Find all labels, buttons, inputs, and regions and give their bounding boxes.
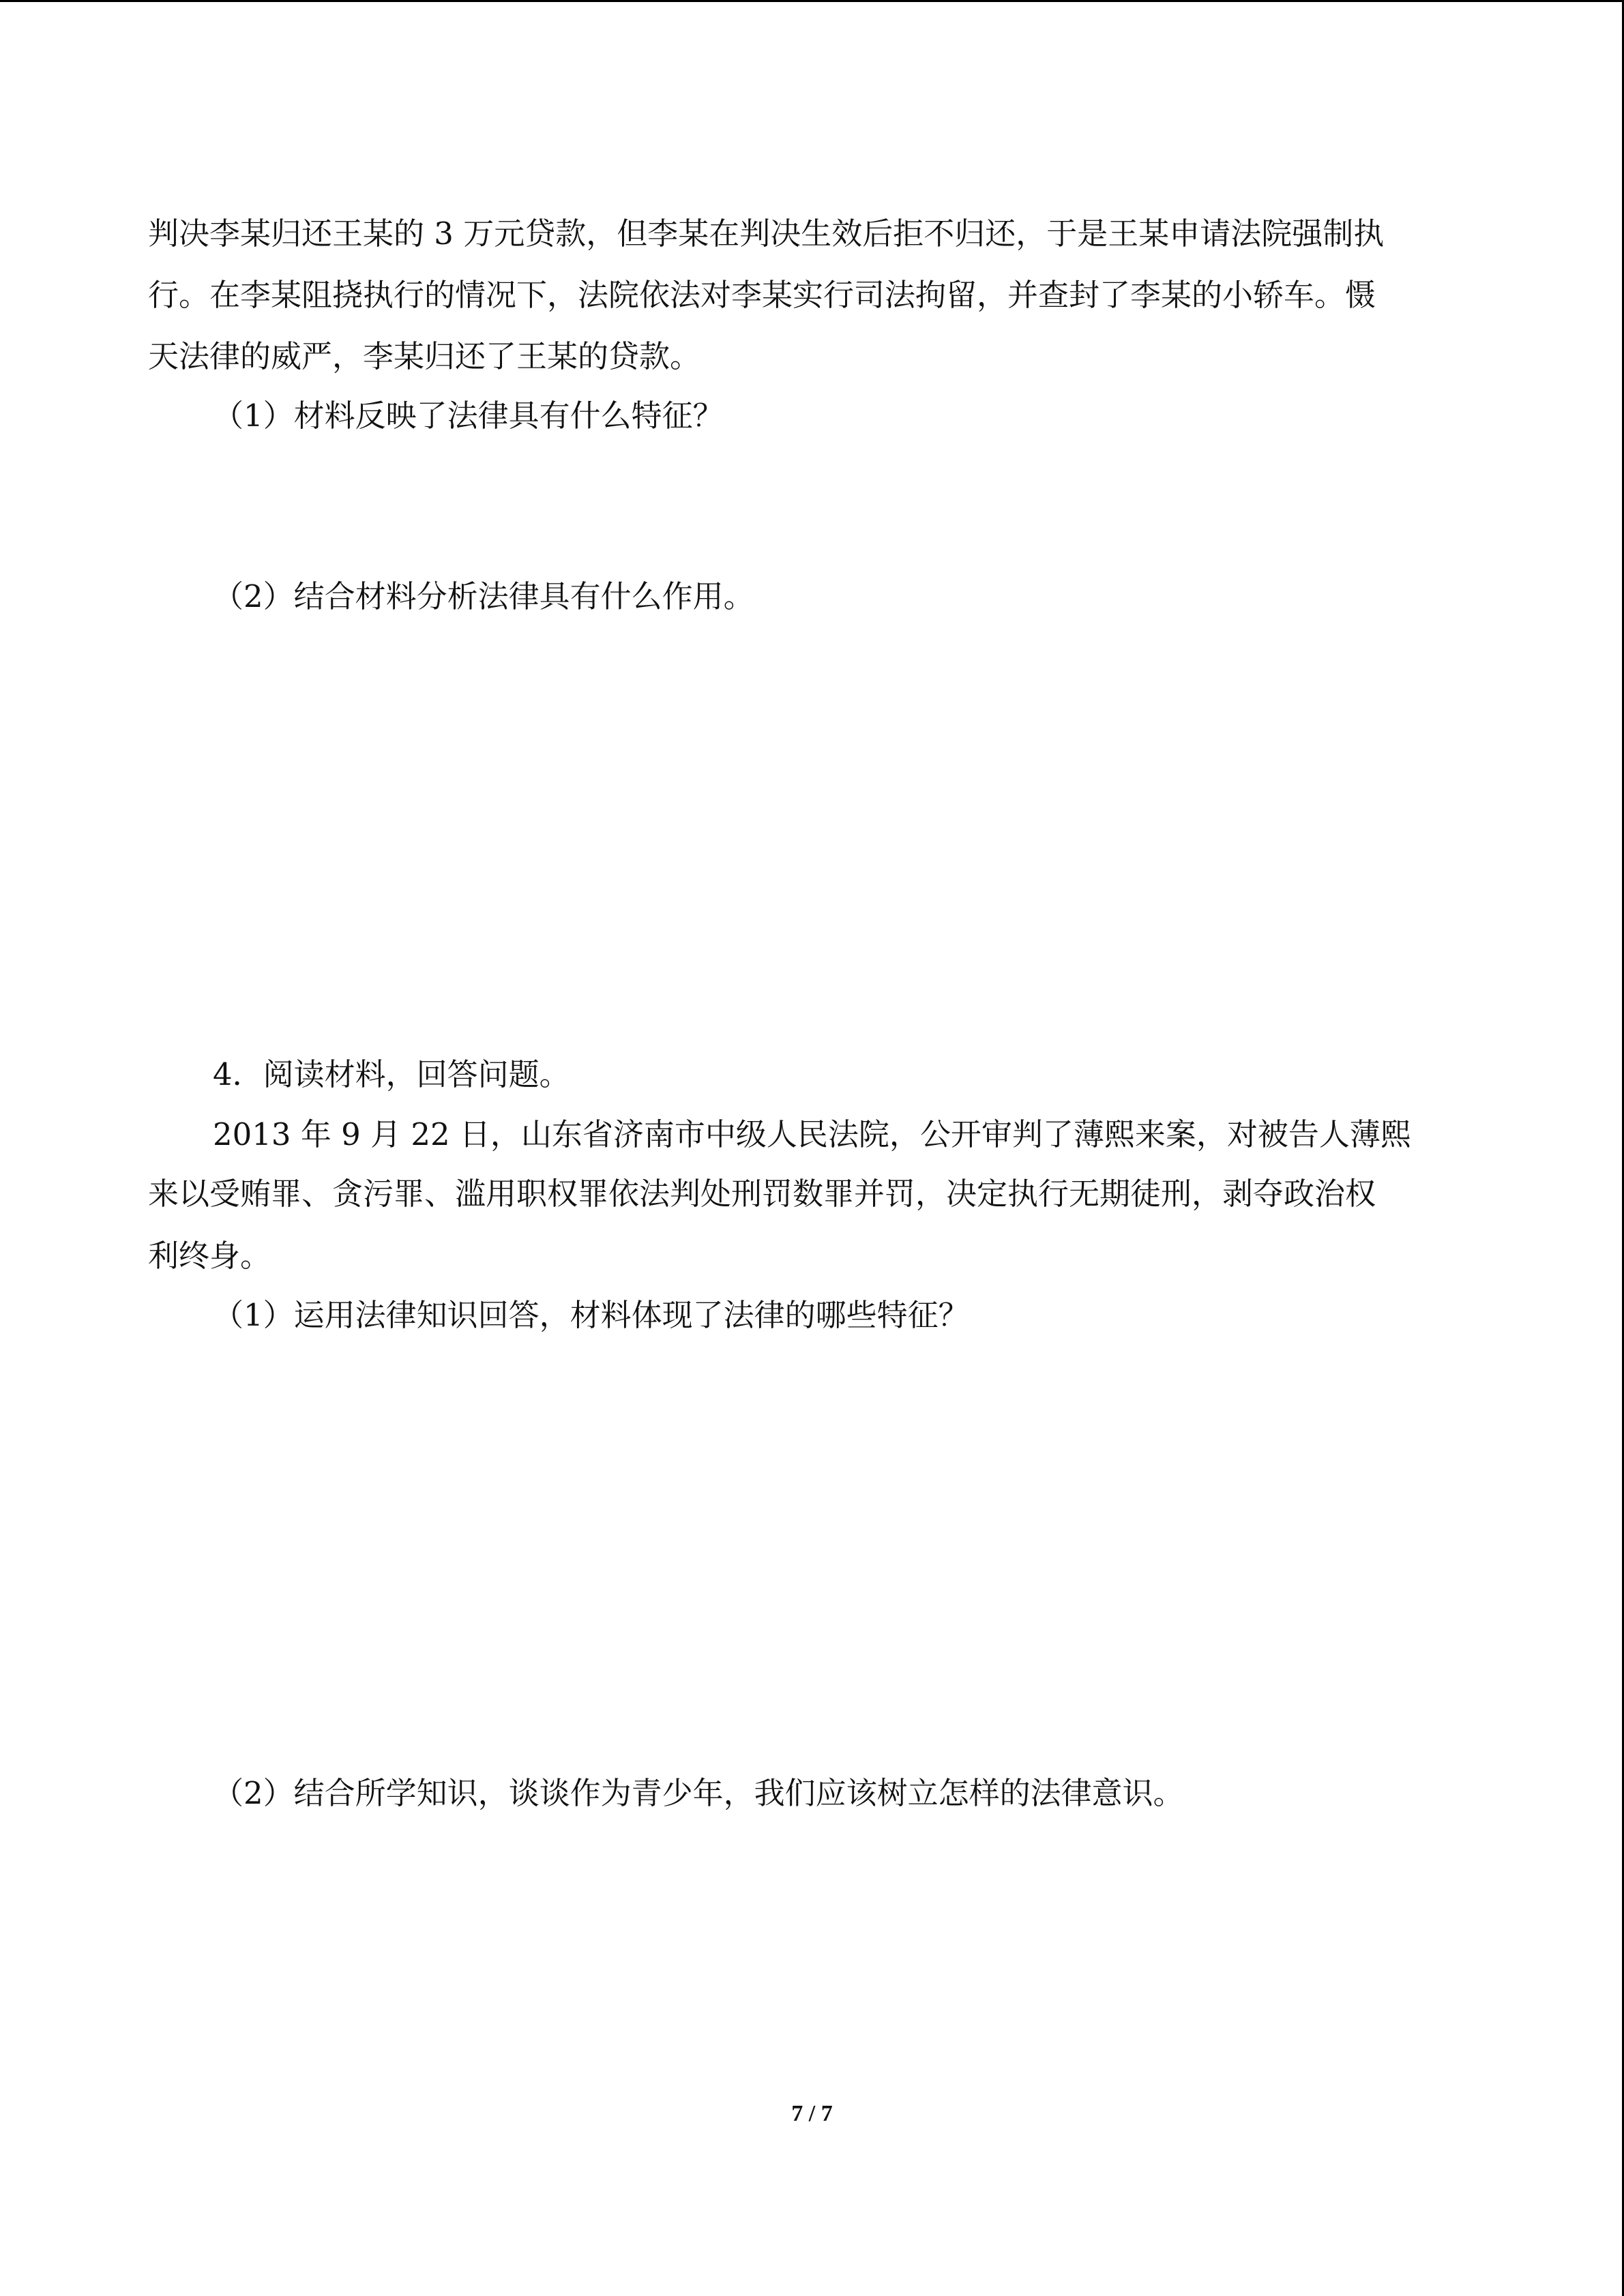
material-line-2: 行。在李某阻挠执行的情况下，法院依法对李某实行司法拘留，并查封了李某的小轿车。慑 <box>148 277 1376 313</box>
page-number: 7 / 7 <box>791 2101 833 2126</box>
question-4-title: 4．阅读材料，回答问题。 <box>213 1056 570 1092</box>
question-3-part-2: （2）结合材料分析法律具有什么作用。 <box>213 578 754 614</box>
question-4-part-1: （1）运用法律知识回答，材料体现了法律的哪些特征？ <box>213 1297 969 1333</box>
material-line-3: 天法律的威严，李某归还了王某的贷款。 <box>148 338 701 374</box>
question-4-material-line-1: 2013 年 9 月 22 日，山东省济南市中级人民法院，公开审判了薄熙来案，对被告人薄熙 <box>213 1116 1411 1152</box>
page-top-border <box>0 0 1624 2</box>
question-4-material-line-3: 利终身。 <box>148 1238 271 1274</box>
material-line-1: 判决李某归还王某的 3 万元贷款，但李某在判决生效后拒不归还，于是王某申请法院强制执 <box>148 215 1385 252</box>
question-3-part-1: （1）材料反映了法律具有什么特征？ <box>213 398 724 434</box>
question-4-part-2: （2）结合所学知识，谈谈作为青少年，我们应该树立怎样的法律意识。 <box>213 1775 1184 1811</box>
question-4-material-line-2: 来以受贿罪、贪污罪、滥用职权罪依法判处刑罚数罪并罚，决定执行无期徒刑，剥夺政治权 <box>148 1176 1376 1212</box>
